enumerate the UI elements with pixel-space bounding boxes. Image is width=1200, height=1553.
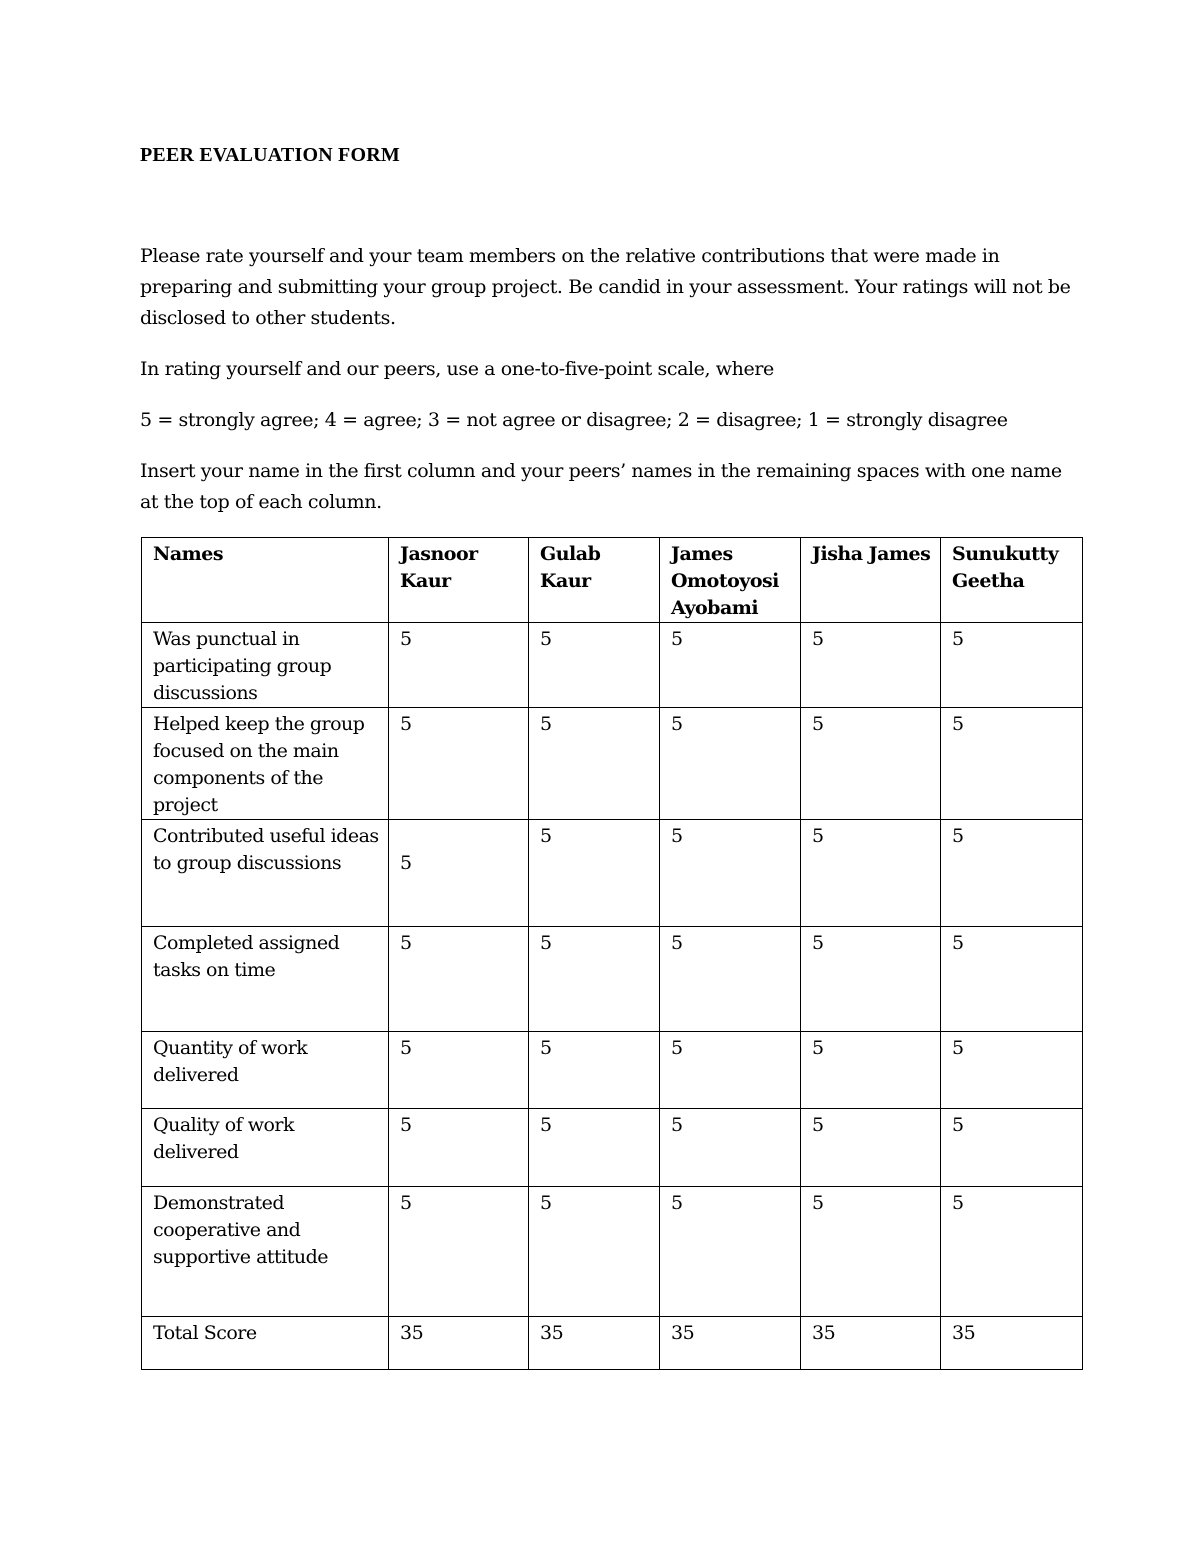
- table-row: [142, 1109, 1083, 1187]
- criterion-cell: Demonstrated cooperative and supportive attitude: [142, 1187, 389, 1317]
- score-cell: 5: [529, 820, 660, 927]
- score-cell: 5: [941, 623, 1083, 708]
- form-title: PEER EVALUATION FORM: [140, 144, 400, 166]
- total-score-cell: 35: [529, 1317, 660, 1370]
- score-cell: 5: [389, 1032, 529, 1109]
- table-row: [142, 1187, 1083, 1317]
- total-score-cell: 35: [941, 1317, 1083, 1370]
- score-cell: 5: [801, 1187, 941, 1317]
- score-cell: 5: [389, 708, 529, 820]
- total-score-row: [142, 1317, 1083, 1370]
- score-cell: 5: [660, 1109, 801, 1187]
- score-cell: 5: [941, 1109, 1083, 1187]
- header-peer-4: Jisha James: [801, 538, 941, 623]
- score-cell: 5: [801, 1109, 941, 1187]
- score-cell: 5: [529, 1109, 660, 1187]
- total-score-label: Total Score: [142, 1317, 389, 1370]
- name-instructions-paragraph: Insert your name in the first column and your peers’ names in the remaining spaces with one name at the top of each column.: [140, 460, 1062, 513]
- score-cell: 5: [801, 623, 941, 708]
- criterion-cell: Quantity of work delivered: [142, 1032, 389, 1109]
- score-cell: 5: [529, 623, 660, 708]
- score-cell: 5: [941, 927, 1083, 1032]
- header-peer-2: Gulab Kaur: [529, 538, 660, 623]
- header-peer-1: Jasnoor Kaur: [389, 538, 529, 623]
- criterion-cell: Was punctual in participating group discussions: [142, 623, 389, 708]
- score-cell: 5: [801, 708, 941, 820]
- table-row: [142, 820, 1083, 927]
- score-cell: 5: [941, 1187, 1083, 1317]
- peer-evaluation-table: [141, 537, 1083, 1370]
- score-cell: 5: [529, 927, 660, 1032]
- table-header-row: [142, 538, 1083, 623]
- score-cell: 5: [529, 708, 660, 820]
- score-cell: 5: [660, 927, 801, 1032]
- score-cell: 5: [389, 927, 529, 1032]
- score-cell: 5: [660, 623, 801, 708]
- score-cell: 5: [389, 1187, 529, 1317]
- table-row: [142, 623, 1083, 708]
- score-cell: 5: [941, 708, 1083, 820]
- criterion-cell: Completed assigned tasks on time: [142, 927, 389, 1032]
- score-cell: 5: [660, 1187, 801, 1317]
- table-row: [142, 708, 1083, 820]
- score-cell: 5: [801, 820, 941, 927]
- criterion-cell: Helped keep the group focused on the main components of the project: [142, 708, 389, 820]
- criterion-cell: Contributed useful ideas to group discussions: [142, 820, 389, 927]
- score-cell: 5: [660, 1032, 801, 1109]
- score-cell: 5: [941, 1032, 1083, 1109]
- instructions-paragraph: Please rate yourself and your team members on the relative contributions that were made in preparing and submitting your group project. Be candid in your assessment. Your ratings will not be disclosed to other students.: [140, 245, 1071, 329]
- score-cell: 5: [529, 1187, 660, 1317]
- scale-definition-paragraph: 5 = strongly agree; 4 = agree; 3 = not agree or disagree; 2 = disagree; 1 = strongly disagree: [140, 409, 1008, 431]
- score-cell: 5: [389, 1109, 529, 1187]
- table-row: [142, 927, 1083, 1032]
- header-names: Names: [142, 538, 389, 623]
- scale-intro-paragraph: In rating yourself and our peers, use a one-to-five-point scale, where: [140, 358, 774, 380]
- score-cell: 5: [801, 927, 941, 1032]
- score-cell: 5: [801, 1032, 941, 1109]
- score-cell: 5: [660, 708, 801, 820]
- table-row: [142, 1032, 1083, 1109]
- header-peer-3: James Omotoyosi Ayobami: [660, 538, 801, 623]
- score-cell: 5: [941, 820, 1083, 927]
- score-cell: 5: [660, 820, 801, 927]
- total-score-cell: 35: [660, 1317, 801, 1370]
- score-cell: 5: [389, 623, 529, 708]
- total-score-cell: 35: [389, 1317, 529, 1370]
- total-score-cell: 35: [801, 1317, 941, 1370]
- score-cell: 5: [389, 820, 529, 927]
- header-peer-5: Sunukutty Geetha: [941, 538, 1083, 623]
- criterion-cell: Quality of work delivered: [142, 1109, 389, 1187]
- score-cell: 5: [529, 1032, 660, 1109]
